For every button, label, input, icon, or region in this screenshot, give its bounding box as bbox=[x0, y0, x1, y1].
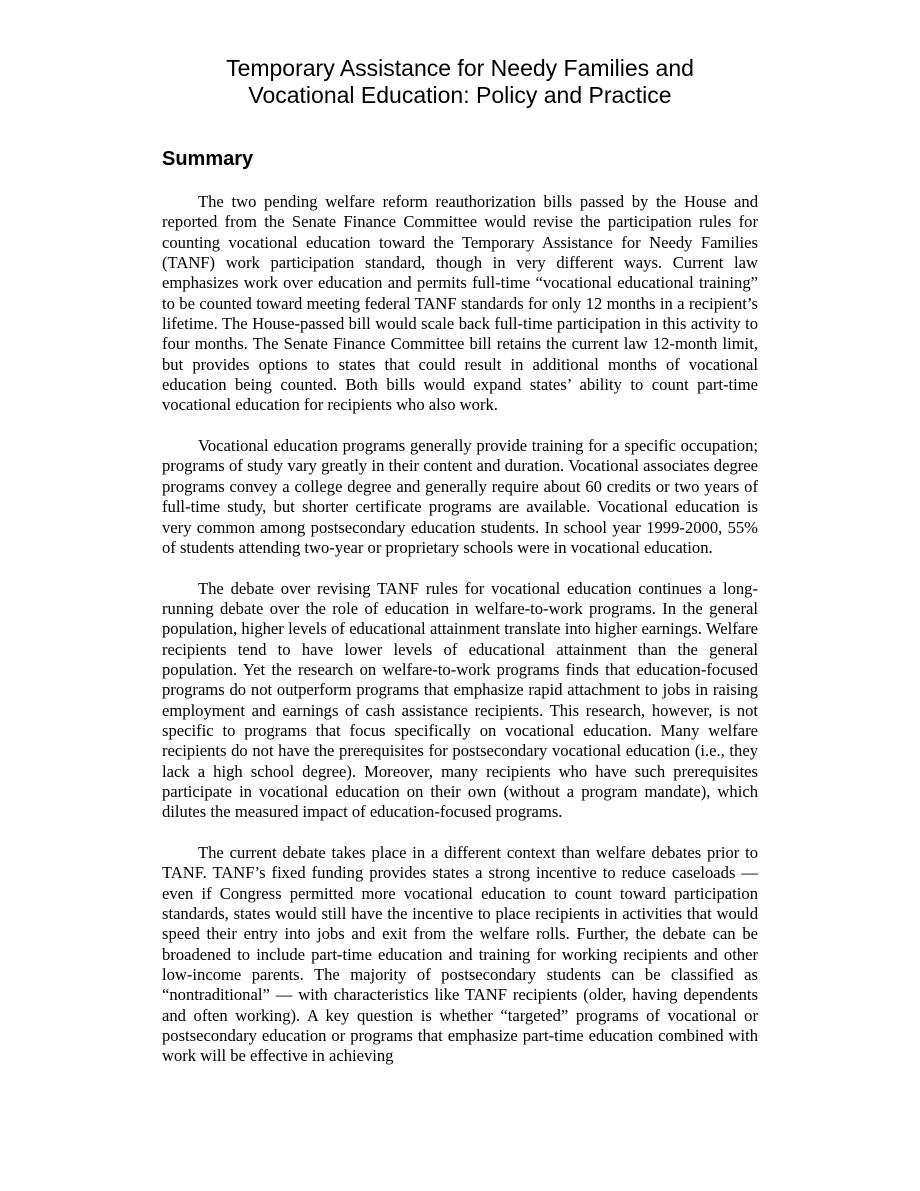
paragraph: The current debate takes place in a different context than welfare debates prior to TANF. TANF’s fixed funding provides states a strong incentive to reduce caseloads — even if Congress permitted more vocational education to count toward participation standards, states would still have the incentive to place recipients in activities that would speed their entry into jobs and exit from the welfare rolls. Further, the debate can be broadened to include part-time education and training for working recipients and other low-income parents. The majority of postsecondary students can be classified as “nontraditional” — with characteristics like TANF recipients (older, having dependents and often working). A key question is whether “targeted” programs of vocational or postsecondary education or programs that emphasize part-time education combined with work will be effective in achieving bbox=[162, 843, 758, 1066]
paragraph: The two pending welfare reform reauthorization bills passed by the House and reported from the Senate Finance Committee would revise the participation rules for counting vocational education toward the Temporary Assistance for Needy Families (TANF) work participation standard, though in very different ways. Current law emphasizes work over education and permits full-time “vocational educational training” to be counted toward meeting federal TANF standards for only 12 months in a recipient’s lifetime. The House-passed bill would scale back full-time participation in this activity to four months. The Senate Finance Committee bill retains the current law 12-month limit, but provides options to states that could result in additional months of vocational education being counted. Both bills would expand states’ ability to count part-time vocational education for recipients who also work. bbox=[162, 192, 758, 415]
paragraph: The debate over revising TANF rules for vocational education continues a long-running debate over the role of education in welfare-to-work programs. In the general population, higher levels of educational attainment translate into higher earnings. Welfare recipients tend to have lower levels of educational attainment than the general population. Yet the research on welfare-to-work programs finds that education-focused programs do not outperform programs that emphasize rapid attachment to jobs in raising employment and earnings of cash assistance recipients. This research, however, is not specific to programs that focus specifically on vocational education. Many welfare recipients do not have the prerequisites for postsecondary vocational education (i.e., they lack a high school degree). Moreover, many recipients who have such prerequisites participate in vocational education on their own (without a program mandate), which dilutes the measured impact of education-focused programs. bbox=[162, 578, 758, 822]
document-title bbox=[150, 55, 770, 109]
section-heading: Summary bbox=[162, 148, 254, 170]
title-line-2: Vocational Education: Policy and Practice bbox=[248, 82, 672, 108]
title-line-1: Temporary Assistance for Needy Families and bbox=[226, 55, 694, 81]
paragraph: Vocational education programs generally provide training for a specific occupation; programs of study vary greatly in their content and duration. Vocational associates degree programs convey a college degree and generally require about 60 credits or two years of full-time study, but shorter certificate programs are available. Vocational education is very common among postsecondary education students. In school year 1999-2000, 55% of students attending two-year or proprietary schools were in vocational education. bbox=[162, 436, 758, 557]
summary-body bbox=[162, 192, 758, 1087]
